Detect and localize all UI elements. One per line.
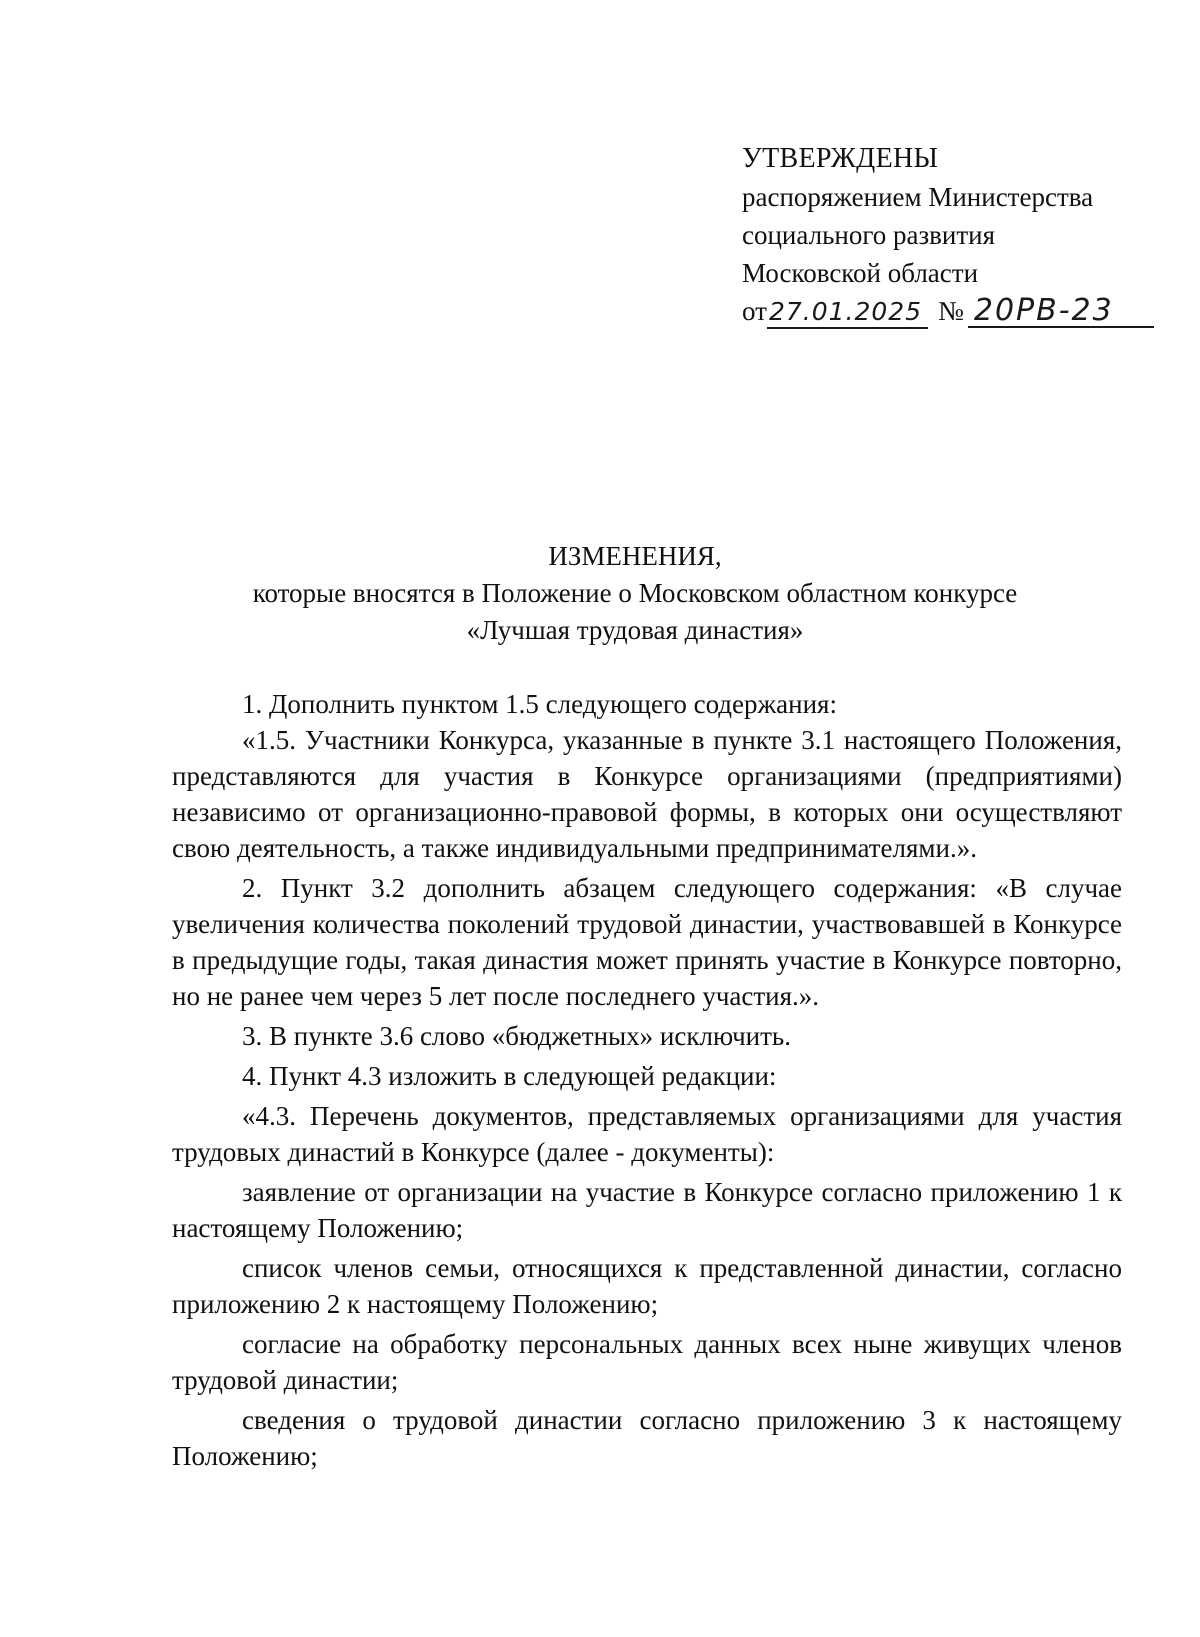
- paragraph-4: 3. В пункте 3.6 слово «бюджетных» исключить.: [242, 1021, 791, 1051]
- paragraph-7: заявление от организации на участие в Конкурсе согласно приложению 1 к настоящему Положению;: [172, 1177, 1122, 1243]
- number-sign: №: [938, 296, 964, 326]
- document-title: [170, 538, 1100, 649]
- paragraph-2: «1.5. Участники Конкурса, указанные в пункте 3.1 настоящего Положения, представляются для участия в Конкурсе организациями (предприятиями) независимо от организационно-правовой формы, в которых они осуществляют свою деятельность, а также индивидуальными предпринимателями.».: [172, 725, 1122, 863]
- approval-line-3: Московской области: [742, 258, 979, 288]
- approval-line-2: социального развития: [742, 220, 996, 250]
- title-line-3: «Лучшая трудовая династия»: [466, 615, 804, 645]
- paragraph-10: сведения о трудовой династии согласно приложению 3 к настоящему Положению;: [172, 1405, 1122, 1471]
- approval-date-number-line: [742, 292, 1142, 330]
- paragraph-1: 1. Дополнить пунктом 1.5 следующего содержания:: [242, 689, 837, 719]
- date-prefix: от: [742, 296, 767, 326]
- paragraph-6: «4.3. Перечень документов, представляемых организациями для участия трудовых династий в Конкурсе (далее - документы):: [172, 1101, 1122, 1167]
- approval-heading: УТВЕРЖДЕНЫ: [742, 143, 939, 174]
- paragraph-3: 2. Пункт 3.2 дополнить абзацем следующего содержания: «В случае увеличения количества поколений трудовой династии, участвовавшей в Конкурсе в предыдущие годы, такая династия может принять участие в Конкурсе повторно, но не ранее чем через 5 лет после последнего участия.».: [172, 873, 1122, 1011]
- title-line-2: которые вносятся в Положение о Московском областном конкурсе: [252, 578, 1018, 608]
- document-body: [172, 686, 1122, 1474]
- paragraph-5: 4. Пункт 4.3 изложить в следующей редакции:: [242, 1061, 777, 1091]
- handwritten-date: 27.01.2025: [767, 297, 928, 329]
- approval-stamp-block: [742, 140, 1142, 330]
- paragraph-8: список членов семьи, относящихся к представленной династии, согласно приложению 2 к настоящему Положению;: [172, 1253, 1122, 1319]
- paragraph-9: согласие на обработку персональных данных всех ныне живущих членов трудовой династии;: [172, 1329, 1122, 1395]
- handwritten-number: 20РВ-23: [968, 296, 1154, 328]
- approval-line-1: распоряжением Министерства: [742, 182, 1094, 212]
- title-line-1: ИЗМЕНЕНИЯ,: [548, 541, 722, 571]
